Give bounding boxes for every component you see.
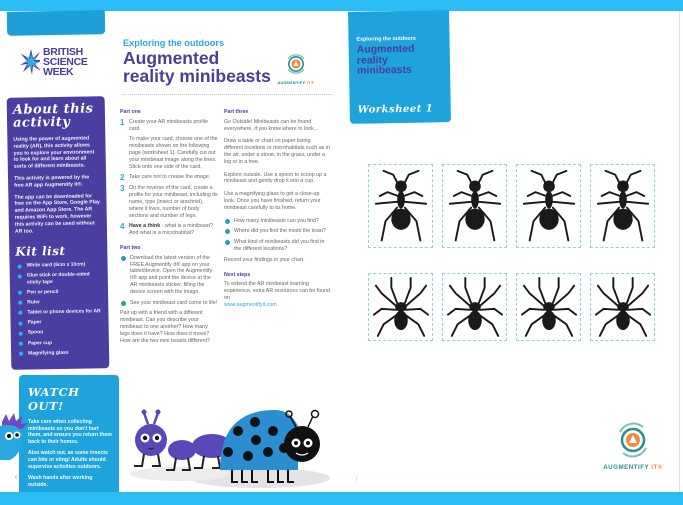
bullet-text: What kind of minibeasts did you find in the different locations? [234, 239, 325, 252]
spider-cutout-card[interactable] [368, 273, 433, 341]
step-bold-text: Have a think [129, 223, 161, 230]
watch-out-paragraph: Wash hands after working outside. [28, 475, 93, 488]
bullet-icon [225, 229, 230, 234]
bullet-icon [225, 219, 230, 224]
augmentify-target-icon [283, 51, 309, 77]
step-detail: To make your card, choose one of the minibeasts shown on the following page (worksheet 1). Carefully cut out your minibeast image along the lines. Stick onto one side of the card. [129, 136, 218, 170]
ant-icon [372, 167, 430, 244]
bsw-wordmark [43, 47, 88, 77]
spider-icon [446, 276, 504, 338]
kit-item [17, 339, 103, 347]
ant-cutout-card[interactable] [590, 164, 655, 248]
step-text: - what is a minibeast? And what is a microhabitat? [129, 223, 213, 237]
purple-monster-illustration [0, 412, 30, 462]
ant-icon [594, 167, 652, 244]
part-two-heading: Part two [120, 244, 141, 251]
kit-item-label: Tablet or phone devices for AR [27, 308, 101, 316]
brand-name: AUGMENTIFY [277, 81, 306, 85]
spider-cutout-card[interactable] [590, 273, 655, 341]
kit-item-label: Paper [27, 319, 42, 326]
worksheet-kicker: Exploring the outdoors [356, 35, 416, 43]
bullet-text: Download the latest version of the FREE Augmentify It® app on your tablet/device. Open the Augmentify It® app and point the device at the AR minibeasts sticker, filling the device screen with the image. [130, 254, 213, 295]
bullet-icon [121, 301, 126, 306]
watch-out-paragraph: Take care when collecting minibeasts so you don't hurt them, and ensure you return them back to their homes. [28, 419, 112, 445]
augmentify-wordmark [272, 81, 320, 85]
about-activity-box [7, 96, 110, 370]
kit-item-label: Ruler [27, 299, 41, 306]
instructions-column-1 [120, 109, 218, 350]
bullet-step [224, 239, 330, 253]
bullet-icon [121, 256, 126, 261]
watch-out-box [19, 375, 119, 492]
kit-item [17, 329, 103, 337]
spider-icon [372, 276, 430, 338]
bullet-text: How many minibeasts can you find? [234, 217, 319, 224]
kit-item-label: Magnifying glass [28, 349, 69, 357]
left-page-tab [7, 10, 105, 36]
kit-list-title: Kit list [15, 244, 66, 260]
worksheet-label: Worksheet 1 [357, 103, 434, 116]
bullet-step [224, 228, 330, 235]
kit-item-label: Paper cup [27, 339, 53, 347]
bsw-line-2: SCIENCE [43, 56, 88, 68]
paragraph: Go Outside! Minibeasts can be found everywhere, if you know where to look... [224, 118, 319, 132]
bullet-text: Where did you find the most/ the least? [234, 228, 326, 235]
step [120, 119, 218, 133]
kit-item [16, 288, 102, 296]
brand-name: AUGMENTIFY [603, 464, 649, 471]
watch-out-title: WATCH OUT! [28, 385, 80, 413]
spider-icon [594, 276, 652, 338]
step-number: 4 [120, 222, 125, 232]
spider-icon [520, 276, 578, 338]
kit-item [17, 319, 103, 327]
ant-icon [520, 167, 578, 244]
step-number: 1 [120, 117, 125, 127]
augmentify-target-icon [613, 420, 653, 460]
bullet-step [120, 255, 218, 296]
kit-item-label: Spoon [27, 329, 44, 336]
step-number: 3 [120, 184, 125, 194]
instructions-column-2 [224, 109, 330, 309]
brand-suffix: IT® [651, 464, 663, 471]
about-paragraph: This activity is powered by the free AR app Augmentify It®. [13, 174, 90, 189]
augmentify-logo-large [598, 420, 668, 471]
worksheet-title [357, 43, 444, 76]
title-line: reality [356, 53, 388, 67]
section-kicker: Exploring the outdoors [123, 38, 225, 48]
bottom-border-bar [0, 492, 683, 505]
bullet-icon [18, 311, 22, 315]
bullet-step [224, 218, 330, 225]
title-line: Augmented [123, 48, 220, 68]
bullet-icon [19, 341, 23, 345]
bsw-line-1: BRITISH [43, 46, 83, 58]
paragraph: Draw a table or chart on paper listing different locations or microhabitats such as in the air, under a stone, in the grass, under a log or in a tree. [224, 138, 330, 165]
title-line: reality minibeasts [123, 65, 271, 86]
about-title: About this activity [12, 101, 94, 131]
kit-list [16, 262, 104, 357]
part-two-closing: Pair up with a friend with a different minibeast. Can you describe your minibeast to one another? How many legs does it have? How does it move? How are the two mini beasts different? [120, 310, 210, 344]
spider-cutout-card[interactable] [442, 273, 507, 341]
step [120, 185, 218, 219]
part-three-heading: Part three [224, 109, 249, 115]
bullet-icon [18, 264, 22, 268]
worksheet-header-box [348, 10, 451, 124]
kit-item [17, 349, 103, 357]
about-paragraph: Using the power of augmented reality (AR), this activity allows you to explore your environment to look for and learn about all sorts of different minibeasts. [13, 135, 95, 170]
title-line: Augmented [356, 42, 415, 56]
step [120, 174, 218, 181]
title-line: minibeasts [356, 63, 413, 77]
augmentify-wordmark [598, 464, 668, 471]
step-text: Create your AR minibeasts profile card. [129, 118, 208, 132]
bullet-icon [19, 351, 23, 355]
augmentify-link[interactable]: www.augmentifyit.com [224, 301, 277, 308]
bullet-icon [19, 331, 23, 335]
spider-cutout-card[interactable] [516, 273, 581, 341]
about-paragraph: The app can be downloaded for free on the App Store, Google Play and Amazon App Store. The AR requires WiFi to work, however this activity can be used without AR too. [14, 192, 100, 235]
ant-and-ladybird-illustration [120, 398, 345, 492]
kit-item [16, 272, 102, 286]
part-three-closing: Record your findings in your chart. [224, 256, 305, 263]
bullet-icon [19, 321, 23, 325]
page-number: 6 [15, 475, 18, 480]
paragraph: Explore outside. Use a spoon to scoop up a minibeast and gently drop it into a cup. [224, 171, 327, 185]
kit-item-label: White card (6cm x 10cm) [26, 261, 86, 269]
augmentify-logo [272, 51, 320, 85]
watch-out-paragraph: Also watch out, as some insects can bite or sting! Adults should supervise activities outdoors. [28, 450, 108, 470]
next-steps-heading: Next steps [224, 271, 251, 278]
brand-suffix: IT® [306, 81, 315, 85]
kit-item [16, 308, 102, 316]
ant-icon [446, 167, 504, 244]
bullet-icon [18, 274, 22, 278]
step-number: 2 [120, 173, 125, 183]
british-science-week-logo [18, 47, 88, 77]
bsw-line-3: WEEK [43, 66, 74, 78]
bullet-step [120, 300, 218, 307]
step-text: On the reverse of the card, create a profile for your minibeast, including its name, type (insect or arachnid), where it lives, number of body sections and number of legs. [129, 185, 218, 219]
bullet-icon [18, 291, 22, 295]
kit-item [16, 262, 102, 270]
kit-item-label: Pen or pencil [26, 289, 59, 296]
page-number: 7 [355, 477, 358, 482]
page-title [123, 50, 271, 85]
step-text: Take care not to crease the image. [129, 174, 211, 181]
bullet-icon [225, 240, 230, 245]
ant-cutout-card[interactable] [368, 164, 433, 248]
page-edge [679, 11, 680, 492]
dotted-divider [123, 94, 333, 95]
ant-cutout-card[interactable] [516, 164, 581, 248]
kit-item [16, 298, 102, 306]
bullet-text: See your minibeast card come to life! [130, 299, 218, 306]
kit-item-label: Glue stick or double-sided sticky tape [26, 271, 90, 286]
part-one-heading: Part one [120, 109, 141, 115]
ant-cutout-card[interactable] [442, 164, 507, 248]
step [120, 223, 218, 237]
next-steps-text: To extend the AR minibeast learning experience, extra AR resources can be found on [224, 281, 330, 301]
starburst-icon [18, 47, 40, 77]
paragraph: Use a magnifying glass to get a close-up look. Once you have finished, return your minibeast carefully to its home. [224, 191, 321, 211]
bullet-icon [18, 301, 22, 305]
